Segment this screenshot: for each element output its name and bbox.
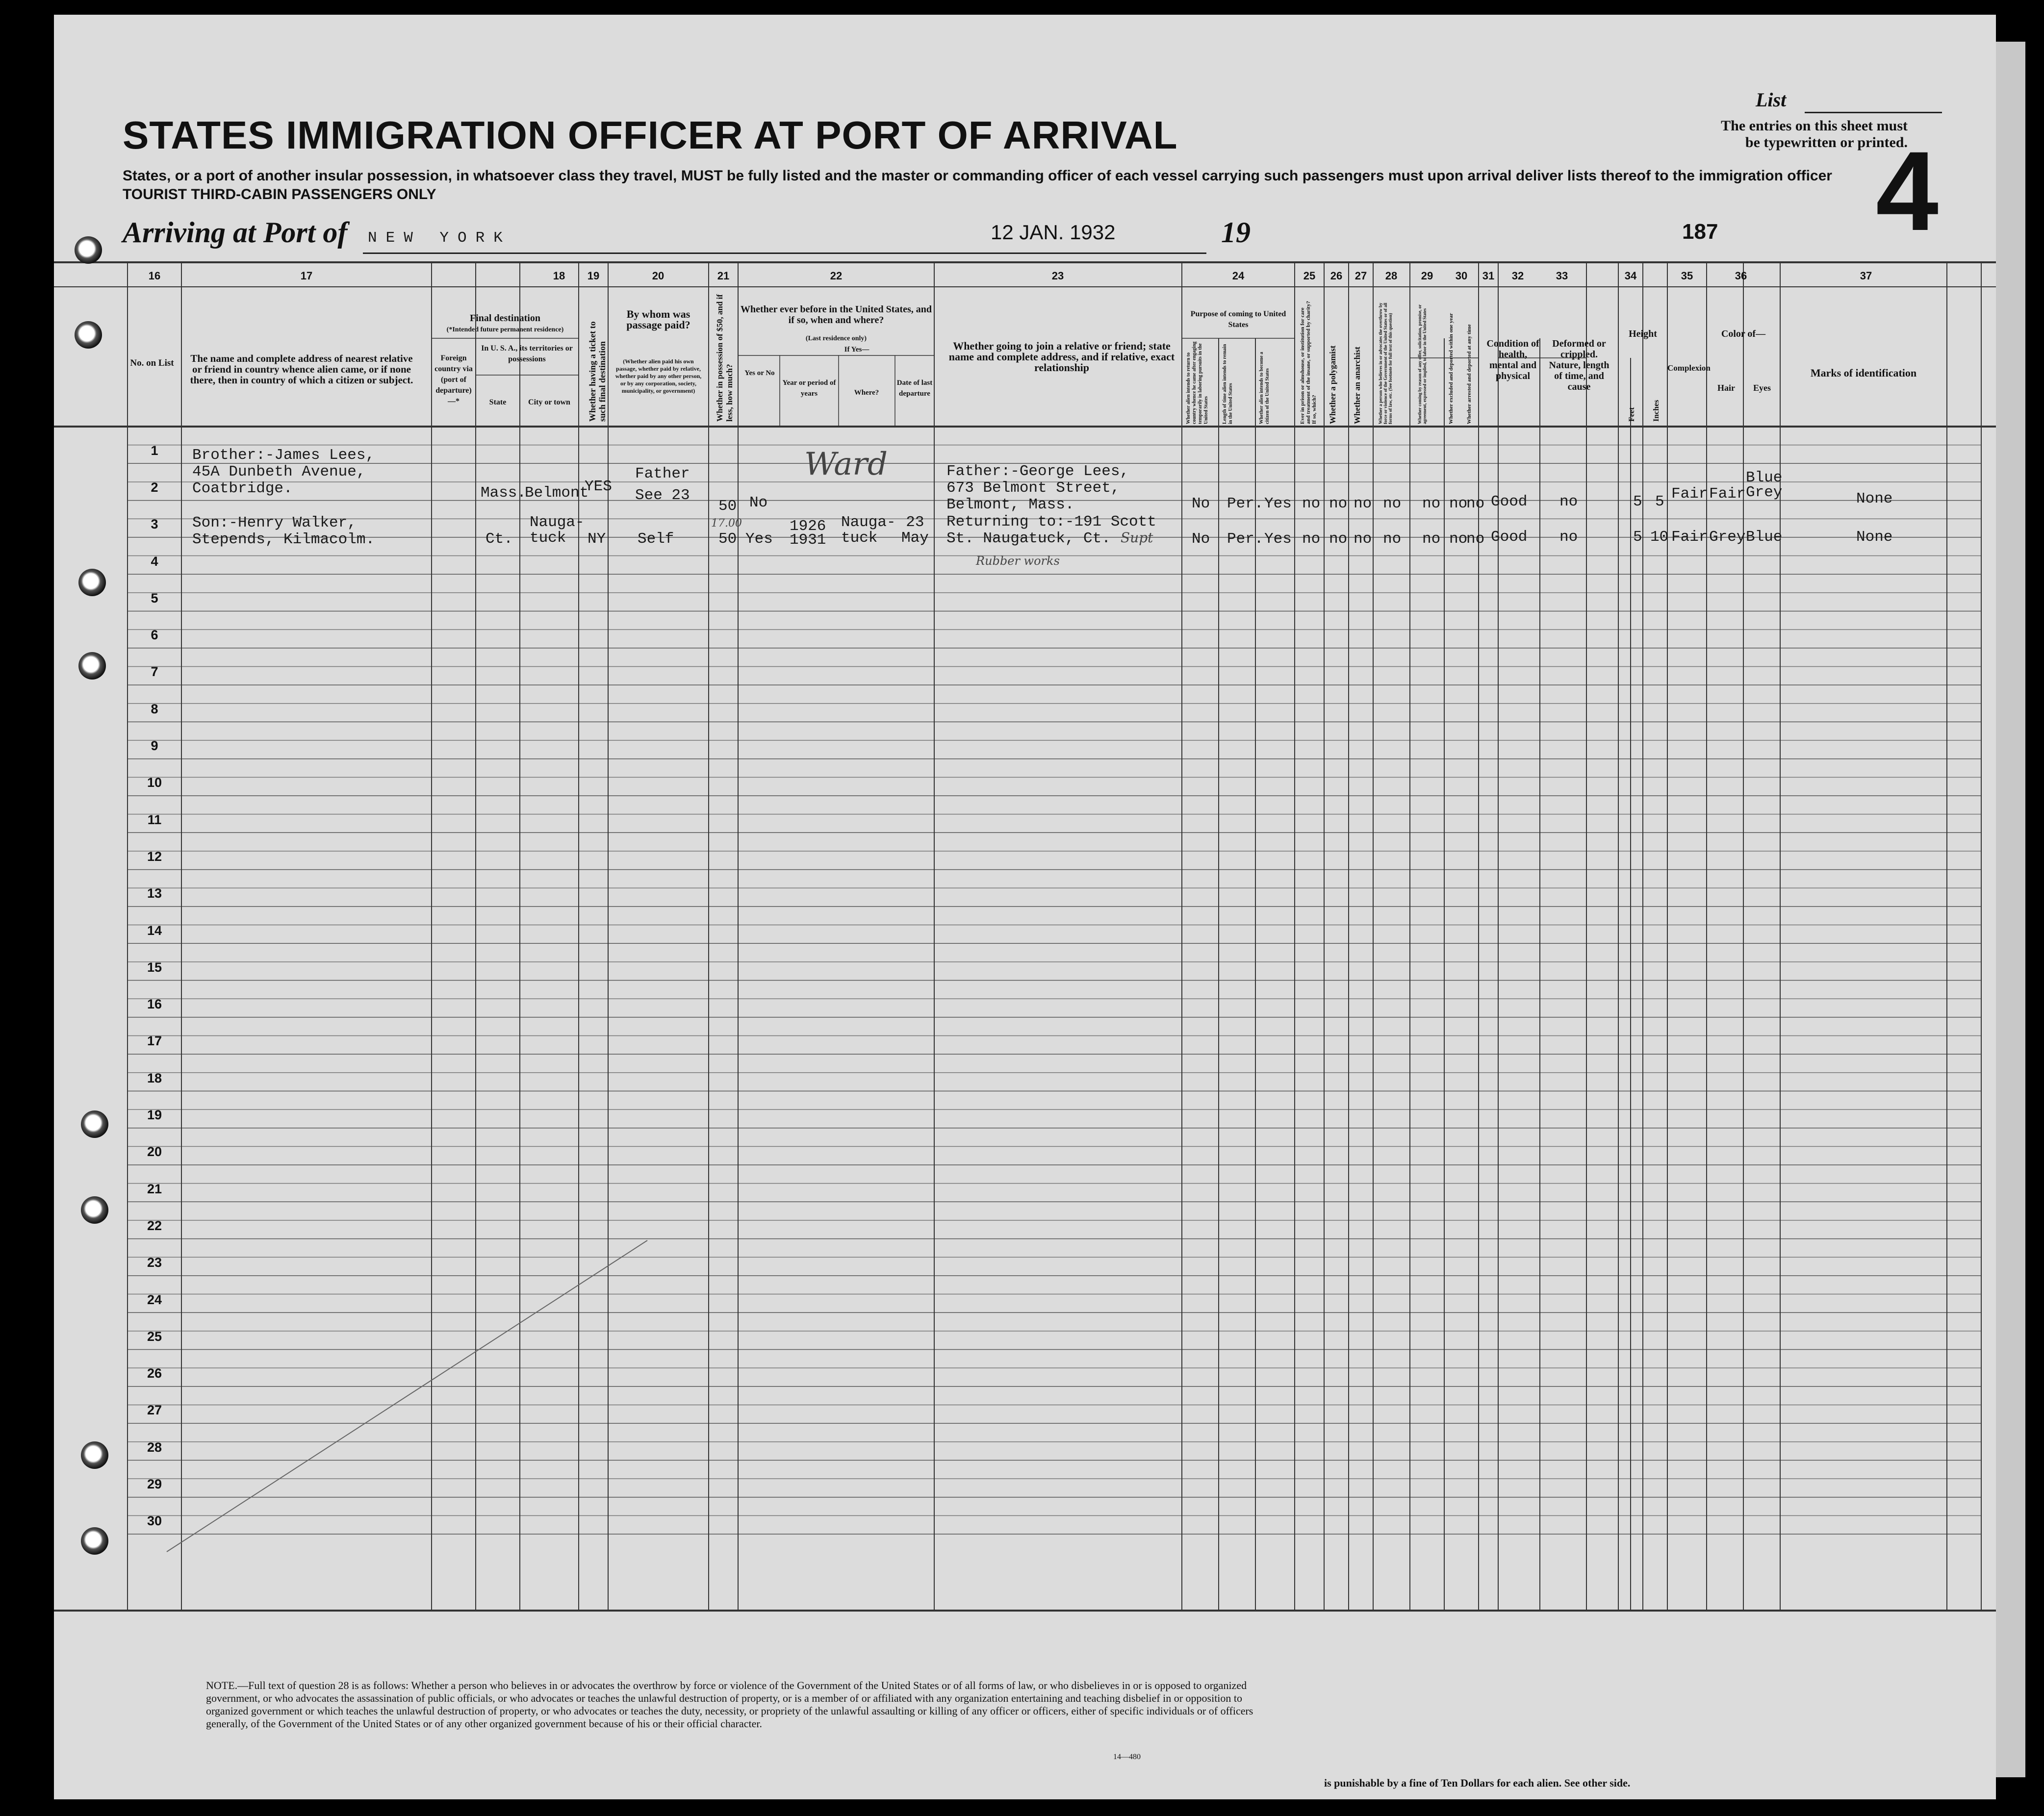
header-money: Whether in possession of $50, and if less, how much? [715, 294, 734, 422]
row1-c30: no [1449, 495, 1468, 512]
row2-joining-line1: Returning to:-191 Scott [946, 513, 1156, 530]
page-title: STATES IMMIGRATION OFFICER AT PORT OF ARRIVAL [123, 113, 1178, 157]
row2-where-line2: tuck [841, 530, 878, 547]
header-color-of: Color of— [1721, 328, 1766, 339]
row-number: 17 [147, 1034, 162, 1049]
column-number: 36 [1735, 270, 1747, 282]
header-final-destination-note: (*Intended future permanent residence) [446, 326, 564, 333]
column-number: 31 [1482, 270, 1495, 282]
row2-length: Per. [1227, 530, 1264, 548]
row1-joining-line2: 673 Belmont Street, [946, 479, 1120, 497]
header-eyes: Eyes [1753, 383, 1771, 393]
row-number: 10 [147, 775, 162, 790]
typewritten-note-line-2: be typewritten or printed. [1745, 134, 1908, 151]
row1-deformed: no [1559, 493, 1578, 510]
column-number: 18 [553, 270, 565, 282]
row1-feet: 5 [1633, 493, 1642, 510]
row2-c25: no [1302, 530, 1321, 548]
header-inches: Inches [1652, 400, 1661, 422]
row1-money: 50 [718, 498, 737, 515]
row1-c26: no [1329, 495, 1348, 512]
column-number: 35 [1681, 270, 1693, 282]
row-number: 16 [147, 997, 162, 1012]
row-number: 27 [147, 1403, 162, 1418]
header-deported: Whether arrested and deported at any time [1466, 324, 1472, 424]
column-number: 19 [587, 270, 600, 282]
column-number: 17 [300, 270, 313, 282]
row-number: 7 [151, 664, 158, 680]
row-number: 4 [151, 554, 158, 569]
sheet-number: 4 [1876, 128, 1939, 254]
column-number: 23 [1051, 270, 1064, 282]
row-number: 21 [147, 1181, 162, 1196]
row2-paid-by: Self [638, 530, 674, 548]
row2-c26: no [1329, 530, 1348, 548]
column-number: 24 [1232, 270, 1245, 282]
column-number: 26 [1330, 270, 1343, 282]
row2-feet: 5 [1633, 529, 1642, 546]
header-city: City or town [528, 398, 570, 406]
row-number: 8 [151, 701, 158, 716]
row1-relative-line3: Coatbridge. [192, 480, 293, 497]
column-number: 33 [1556, 270, 1568, 282]
row1-joining-line1: Father:-George Lees, [946, 463, 1129, 480]
column-number: 25 [1303, 270, 1316, 282]
header-if-yes: If Yes— [844, 346, 869, 353]
column-number: 29 [1421, 270, 1433, 282]
row2-c31: no [1466, 530, 1485, 548]
header-polygamist: Whether a polygamist [1328, 345, 1337, 424]
row1-relative [192, 447, 375, 497]
header-labor-offer: Whether coming by reason of any offer, solicitation, promise, or agreement, expressed or implied, to labor in the United States [1417, 304, 1427, 424]
row-number: 15 [147, 959, 162, 975]
header-passage-paid: By whom was passage paid? [626, 308, 690, 331]
row-number: 22 [147, 1218, 162, 1233]
column-number: 37 [1860, 270, 1872, 282]
manifest-sheet [54, 15, 1996, 1799]
row2-hair: Grey [1709, 529, 1746, 546]
pencil-stroke [167, 1240, 647, 1552]
punch-hole [78, 569, 106, 596]
header-date-departure: Date of last departure [896, 379, 933, 398]
handwritten-rubber-works: Rubber works [976, 554, 1060, 568]
punch-hole [81, 1527, 108, 1555]
row-number: 23 [147, 1255, 162, 1270]
header-final-destination: Final destination [470, 313, 540, 324]
row1-c27: no [1354, 495, 1372, 512]
row2-c29: no [1422, 530, 1441, 548]
list-label: List [1756, 89, 1787, 111]
row1-paid-by [635, 463, 690, 506]
handwritten-money-note: 17.00 [711, 517, 742, 530]
row1-hair: Fair [1709, 485, 1746, 503]
row-number: 29 [147, 1477, 162, 1492]
row2-relative [192, 515, 375, 548]
row1-complexion: Fair [1671, 485, 1708, 503]
header-deformed: Deformed or crippled. Nature, length of time, and cause [1549, 338, 1610, 392]
punch-hole [75, 321, 102, 349]
row-number: 5 [151, 590, 158, 605]
lead-line: States, or a port of another insular possession, in whatsoever class they travel, MUST be fully listed and the master or commanding officer of each vessel carrying such passengers must upon arrival deliver lists thereof to the immigration officer [123, 168, 1832, 184]
row2-ticket: NY [588, 530, 606, 548]
punch-hole [81, 1110, 108, 1138]
column-number: 16 [148, 270, 161, 282]
punch-hole [75, 236, 102, 264]
header-yes-or-no: Yes or No [744, 369, 775, 377]
row2-departure-line2: May [901, 530, 929, 547]
column-number: 22 [830, 270, 843, 282]
header-no-on-list: No. on List [130, 358, 174, 368]
header-before-in-us: Whether ever before in the United States, and if so, when and where? [741, 304, 932, 326]
column-number: 32 [1511, 270, 1524, 282]
row-number: 13 [147, 886, 162, 901]
row2-departure-line1: 23 [906, 514, 924, 531]
row-number: 19 [147, 1108, 162, 1123]
header-height: Height [1629, 328, 1657, 339]
header-before-note: (Last residence only) [805, 335, 867, 342]
row1-c28: no [1383, 495, 1402, 512]
row2-c27: no [1354, 530, 1372, 548]
row1-citizen: Yes [1264, 495, 1292, 512]
row2-departure [901, 515, 929, 546]
header-state: State [489, 398, 507, 406]
row1-length: Per. [1227, 495, 1264, 512]
header-purpose-c: Whether alien intends to become a citizen of the United States [1259, 352, 1270, 424]
row1-marks: None [1856, 490, 1893, 507]
row-number: 24 [147, 1292, 162, 1307]
header-health: Condition of health, mental and physical [1486, 338, 1539, 381]
row1-c29: no [1422, 495, 1441, 512]
column-number: 30 [1455, 270, 1468, 282]
header-year: Year or period of years [782, 379, 836, 398]
row1-ticket: YES [585, 478, 612, 495]
row2-where-line1: Nauga- [841, 514, 896, 531]
row2-relative-line2: Stepends, Kilmacolm. [192, 531, 375, 548]
arriving-label: Arriving at Port of [123, 216, 348, 249]
row2-eyes: Blue [1746, 529, 1783, 546]
row2-complexion: Fair [1671, 529, 1708, 546]
row2-c28: no [1383, 530, 1402, 548]
row1-eyes [1746, 471, 1782, 500]
column-number: 28 [1385, 270, 1398, 282]
punch-hole [78, 652, 106, 680]
form-number: 14—480 [1113, 1753, 1141, 1761]
row2-city-line2: tuck [530, 530, 566, 547]
row1-paid-by-line1: Father [635, 465, 690, 482]
punch-hole [81, 1196, 108, 1224]
row-number: 11 [147, 812, 162, 827]
row1-c25: no [1302, 495, 1321, 512]
row1-joining [946, 463, 1129, 513]
row1-eyes-line2: Grey [1746, 484, 1783, 501]
row2-relative-line1: Son:-Henry Walker, [192, 514, 357, 531]
row-number: 20 [147, 1144, 162, 1160]
row-number: 25 [147, 1329, 162, 1344]
row2-year-line2: 1931 [790, 531, 826, 549]
header-overthrow: Whether a person who believes in or advocates the overthrow by force or violence of the Government of the United States or of all forms of law, etc. (See footnote for full text of this question) [1378, 303, 1393, 424]
row2-city [530, 515, 585, 546]
row2-inches: 10 [1650, 529, 1669, 546]
row2-citizen: Yes [1264, 530, 1292, 548]
row2-year [790, 520, 826, 547]
column-number: 27 [1354, 270, 1367, 282]
row1-return-intent: No [1192, 495, 1210, 512]
row2-marks: None [1856, 529, 1893, 546]
header-marks: Marks of identification [1810, 367, 1917, 379]
header-where: Where? [854, 389, 879, 397]
row-number: 1 [151, 443, 158, 458]
row-number: 28 [147, 1439, 162, 1455]
column-number: 21 [717, 270, 730, 282]
column-number: 34 [1624, 270, 1637, 282]
row1-inches: 5 [1655, 493, 1664, 510]
row1-c31: no [1466, 495, 1485, 512]
handwritten-ward: Ward [804, 446, 888, 482]
header-relative: The name and complete address of nearest relative or friend in country whence alien came, or if none there, then in country of which a citizen or subject. [190, 353, 413, 386]
row-number: 6 [151, 628, 158, 643]
row1-before: No [749, 494, 768, 511]
header-foreign-country: Foreign country via (port of departure)—* [434, 354, 473, 405]
row1-eyes-line1: Blue [1746, 469, 1783, 486]
header-passage-paid-note: (Whether alien paid his own passage, whether paid by relative, whether paid by any other person, or by any corporation, society, municipality, or government) [615, 358, 702, 394]
row1-city: Belmont [525, 484, 589, 502]
row2-money: 50 [718, 530, 737, 548]
row-number: 2 [151, 479, 158, 495]
header-hair: Hair [1717, 383, 1735, 393]
punch-hole [81, 1441, 108, 1469]
header-purpose-b: Length of time alien intends to remain in the United States [1222, 344, 1233, 424]
header-excluded: Whether excluded and deported within one year [1448, 313, 1454, 424]
year-prefix: 19 [1221, 216, 1251, 249]
row2-deformed: no [1559, 529, 1578, 546]
row2-state: Ct. [485, 530, 513, 548]
header-complexion: Complexion [1667, 363, 1711, 373]
handwritten-supt: Supt [1121, 530, 1153, 546]
row-number: 12 [147, 849, 162, 864]
header-feet: Feet [1628, 407, 1636, 422]
row-number: 18 [147, 1070, 162, 1085]
row2-health: Good [1491, 529, 1528, 546]
fine-text: is punishable by a fine of Ten Dollars for each alien. See other side. [1324, 1777, 1631, 1789]
list-number: 187 [1682, 220, 1718, 244]
header-in-usa: In U. S. A., its territories or possessions [481, 344, 573, 363]
row-number: 3 [151, 517, 158, 532]
header-purpose-a: Whether alien intends to return to country whence he came after engaging temporarily in laboring pursuits in the United States [1186, 341, 1209, 424]
row2-before: Yes [745, 530, 773, 548]
form-grid [54, 15, 1996, 1799]
date-stamp: 12 JAN. 1932 [991, 221, 1116, 244]
row-number: 26 [147, 1366, 162, 1381]
row2-where [841, 515, 896, 546]
class-line: TOURIST THIRD-CABIN PASSENGERS ONLY [123, 186, 436, 202]
header-prison: Ever in prison or almshouse, or institution for care and treatment of the insane, or supported by charity? If so, which? [1300, 301, 1317, 424]
column-number: 20 [652, 270, 664, 282]
row2-year-line1: 1926 [790, 518, 826, 535]
footnote-question-28: NOTE.—Full text of question 28 is as follows: Whether a person who believes in or advocates the overthrow by force or violence of the Government of the United States or of all forms of law, or who disbelieves in or is opposed to organized government, or who advocates the assassination of public officials, or who advocates or teaches the unlawful destruction of property, or is a member of or affiliated with any organization entertaining and teaching disbelief in or opposition to organized government or which teaches the unlawful destruction of property, or who advocates or teaches the duty, necessity, or propriety of the unlawful assaulting or killing of any officer or officers, either of specific individuals or of officers generally, of the Government of the United States or of any other organized government because of his or their official character. [206, 1679, 1253, 1730]
row-number: 30 [147, 1513, 162, 1529]
header-purpose: Purpose of coming to United States [1190, 310, 1286, 329]
row1-relative-line1: Brother:-James Lees, [192, 447, 375, 464]
row1-joining-line3: Belmont, Mass. [946, 496, 1074, 513]
typewritten-note-line-1: The entries on this sheet must [1721, 118, 1908, 134]
row2-joining-line2: St. Naugatuck, Ct. [946, 530, 1111, 547]
row2-c30: no [1449, 530, 1468, 548]
row2-return-intent: No [1192, 530, 1210, 548]
row2-city-line1: Nauga- [530, 514, 585, 531]
header-anarchist: Whether an anarchist [1353, 346, 1362, 424]
header-joining: Whether going to join a relative or friend; state name and complete address, and if relative, exact relationship [948, 340, 1175, 374]
row1-paid-by-line2: See 23 [635, 487, 690, 504]
row-number: 9 [151, 738, 158, 754]
port-name: NEW YORK [368, 229, 511, 247]
row1-relative-line2: 45A Dunbeth Avenue, [192, 463, 366, 480]
row-number: 14 [147, 923, 162, 938]
header-ticket: Whether having a ticket to such final destination [588, 321, 607, 422]
row1-state: Mass. [481, 484, 527, 502]
row1-health: Good [1491, 493, 1528, 510]
